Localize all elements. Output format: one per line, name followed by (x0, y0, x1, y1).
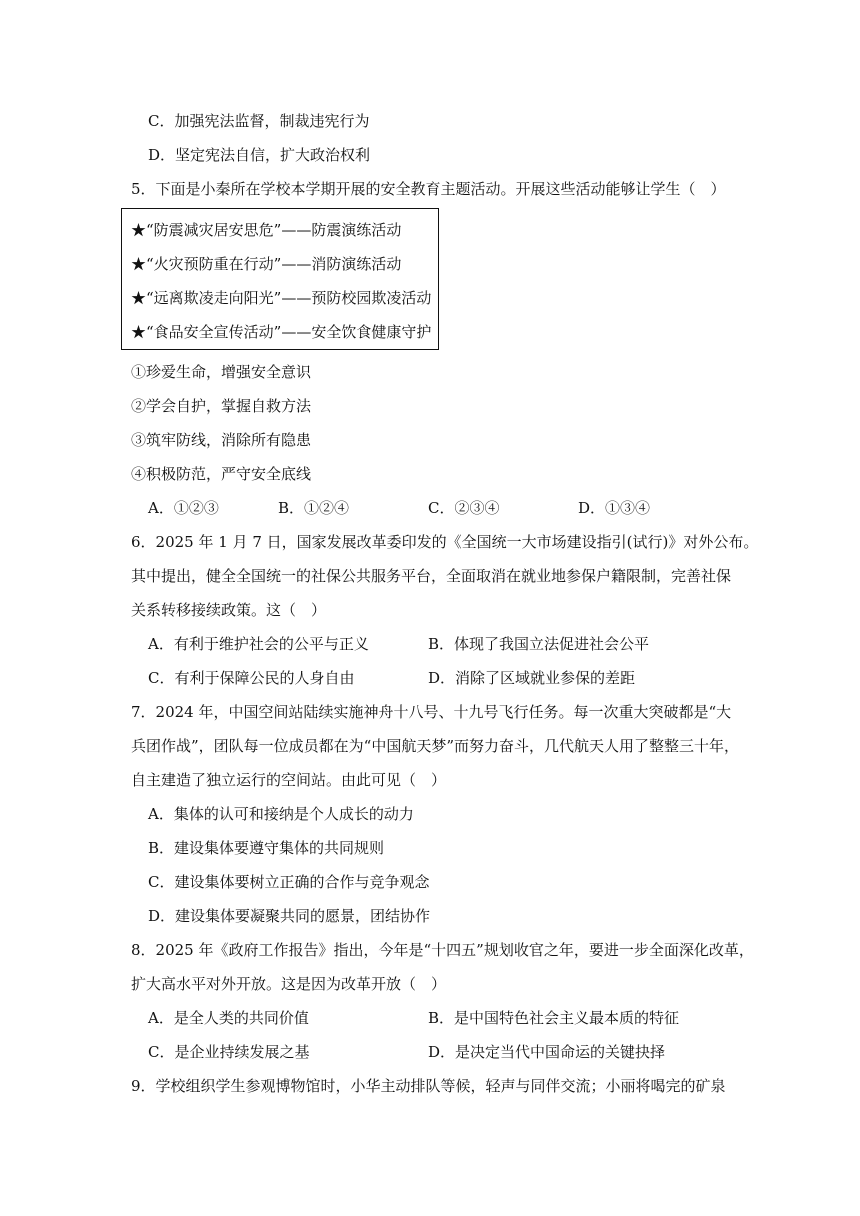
q9-stem: 9．学校组织学生参观博物馆时，小华主动排队等候，轻声与同伴交流；小丽将喝完的矿泉 (131, 1077, 726, 1095)
q5-statement: ③筑牢防线，消除所有隐患 (131, 431, 312, 449)
q5-box-item: ★“防震减灾居安思危”——防震演练活动 (131, 221, 402, 239)
q6-option-c: C．有利于保障公民的人身自由 (148, 669, 355, 687)
q6-stem-line: 其中提出，健全全国统一的社保公共服务平台，全面取消在就业地参保户籍限制，完善社保 (131, 567, 732, 585)
q8-stem-line: 扩大高水平对外开放。这是因为改革开放（ ） (131, 975, 447, 993)
q8-option-b: B．是中国特色社会主义最本质的特征 (428, 1009, 680, 1027)
q6-stem-line: 6．2025 年 1 月 7 日，国家发展改革委印发的《全国统一大市场建设指引(试行)》对外公布。 (131, 533, 759, 551)
q5-stem: 5．下面是小秦所在学校本学期开展的安全教育主题活动。开展这些活动能够让学生（ ） (131, 180, 726, 198)
q5-options (148, 498, 650, 518)
q5-box-item: ★“远离欺凌走向阳光”——预防校园欺凌活动 (131, 289, 432, 307)
q8-stem-line: 8．2025 年《政府工作报告》指出，今年是“十四五”规划收官之年，要进一步全面深化改革， (131, 941, 754, 959)
q5-box-item: ★“火灾预防重在行动”——消防演练活动 (131, 255, 402, 273)
q5-option-b: B．①②④ (278, 499, 350, 517)
q8-options-row2 (148, 1042, 665, 1062)
q5-option-d: D．①③④ (578, 499, 651, 517)
q5-activity-box (121, 208, 439, 350)
q6-option-a: A．有利于维护社会的公平与正义 (148, 635, 369, 653)
q5-statement: ①珍爱生命，增强安全意识 (131, 363, 312, 381)
q5-option-c: C．②③④ (428, 499, 500, 517)
q7-stem-line: 自主建造了独立运行的空间站。由此可见（ ） (131, 771, 447, 789)
q6-option-d: D．消除了区域就业参保的差距 (428, 669, 636, 687)
q6-stem-line: 关系转移接续政策。这（ ） (131, 601, 327, 619)
q6-options-row1 (148, 634, 649, 654)
q5-statement: ②学会自护，掌握自救方法 (131, 397, 312, 415)
q4-option-d: D．坚定宪法自信，扩大政治权利 (148, 146, 371, 164)
q7-stem-line: 兵团作战”，团队每一位成员都在为“中国航天梦”而努力奋斗，几代航天人用了整整三十年， (131, 737, 740, 755)
q6-option-b: B．体现了我国立法促进社会公平 (428, 635, 650, 653)
q5-box-item: ★“食品安全宣传活动”——安全饮食健康守护 (131, 323, 432, 341)
q7-option-c: C．建设集体要树立正确的合作与竞争观念 (148, 873, 430, 891)
q5-statement: ④积极防范，严守安全底线 (131, 465, 312, 483)
q8-option-c: C．是企业持续发展之基 (148, 1043, 310, 1061)
q5-option-a: A．①②③ (148, 499, 219, 517)
q7-option-b: B．建设集体要遵守集体的共同规则 (148, 839, 385, 857)
q8-options-row1 (148, 1008, 679, 1028)
q7-option-d: D．建设集体要凝聚共同的愿景，团结协作 (148, 907, 431, 925)
q7-stem-line: 7．2024 年，中国空间站陆续实施神舟十八号、十九号飞行任务。每一次重大突破都是“大 (131, 703, 732, 721)
q8-option-a: A．是全人类的共同价值 (148, 1009, 309, 1027)
q8-option-d: D．是决定当代中国命运的关键抉择 (428, 1043, 666, 1061)
q6-options-row2 (148, 668, 635, 688)
q4-option-c: C．加强宪法监督，制裁违宪行为 (148, 112, 370, 130)
q7-option-a: A．集体的认可和接纳是个人成长的动力 (148, 805, 414, 823)
